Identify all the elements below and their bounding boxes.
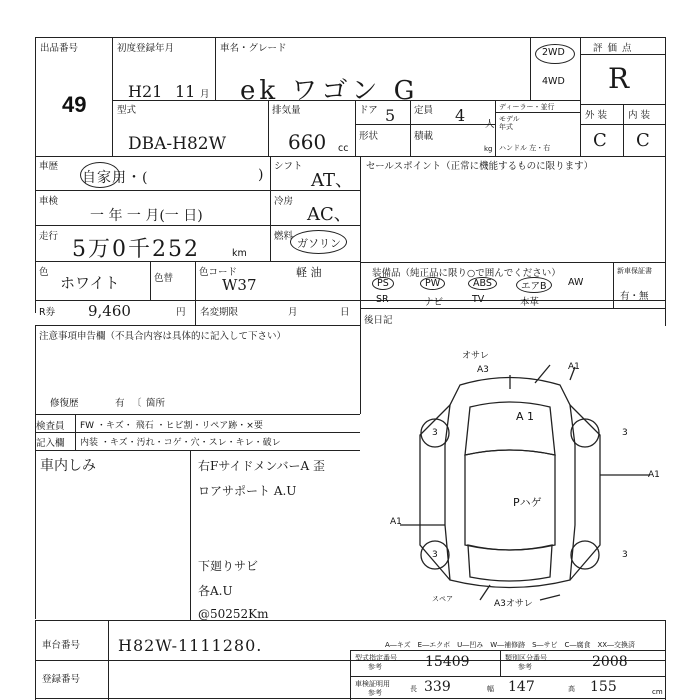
fuel-light-oil: 軽 油 — [296, 266, 322, 279]
handle-label: ハンドル 左・右 — [499, 144, 551, 152]
diagram-3-rl: 3 — [432, 550, 438, 560]
height-label: 高 — [568, 685, 575, 693]
repair-label: 修復歴 — [50, 398, 79, 409]
name-change-day: 日 — [340, 307, 350, 318]
class-num-label: 類別区分番号 — [505, 654, 547, 662]
equipment-item-top-3: エアB — [516, 277, 552, 293]
color-code-value: W37 — [222, 276, 257, 294]
remark-2: ロアサポート A.U — [198, 484, 297, 498]
mileage-value: 5万0千252 — [72, 237, 200, 262]
recycle-unit: 円 — [176, 307, 186, 318]
equipment-item-top-0: PS — [372, 277, 394, 290]
diagram-oshare-top: オサレ — [462, 351, 489, 361]
recycle-label: R券 — [39, 307, 56, 318]
ac-value: AC、 — [307, 204, 352, 225]
equipment-row-1 — [372, 277, 612, 291]
inspection-value: 一 年 一 月(一 日) — [90, 208, 203, 224]
shift-label: シフト — [274, 161, 303, 172]
equipment-item-bottom-3: 本革 — [520, 297, 540, 308]
length-label: 長 — [410, 685, 417, 693]
kg-label: kg — [484, 145, 493, 153]
equipment-row-2 — [372, 294, 612, 308]
damage-legend: A―キズ E―エクボ U―凹み W―補修跡 S―サビ C―腐食 XX―交換済 — [385, 641, 636, 649]
remark-4: 各A.U — [198, 584, 233, 598]
shift-value: AT、 — [311, 170, 354, 191]
type-cert-label: 型式指定番号 — [355, 654, 397, 662]
grade-value: R — [608, 62, 630, 95]
first-reg-month-unit: 月 — [200, 89, 210, 100]
chassis-value: H82W-1111280. — [118, 636, 263, 655]
color-code-label: 色コード — [199, 267, 238, 278]
car-damage-diagram — [360, 345, 660, 615]
equipment-label: 装備品（純正品に限り○で囲んでください） — [372, 268, 561, 279]
load-label: 積載 — [414, 131, 434, 142]
mileage-label: 走行 — [39, 231, 59, 242]
doors-value: 5 — [385, 106, 396, 125]
class-num-value: 2008 — [592, 654, 628, 670]
aftermarket-label: 後日記 — [364, 315, 393, 326]
lot-label: 出品番号 — [40, 43, 79, 54]
dims-label: 車検証明用 — [355, 680, 390, 688]
grade-label: 評価点 — [593, 43, 637, 54]
diagram-3-rr: 3 — [622, 550, 628, 560]
diagram-a3-bottom: A3オサレ — [494, 599, 533, 609]
equipment-item-top-2: ABS — [468, 277, 497, 290]
width-value: 147 — [508, 679, 535, 695]
equipment-item-top-1: PW — [420, 277, 445, 290]
diagram-spare: スペア — [432, 595, 453, 603]
remark-3: 下廻りサビ — [198, 559, 259, 573]
color-change-label: 色替 — [154, 273, 174, 284]
first-reg-month: 11 — [175, 82, 196, 101]
equipment-item-bottom-2: TV — [472, 294, 485, 305]
exterior-label: 外 装 — [585, 110, 608, 121]
registration-label: 登録番号 — [42, 674, 81, 685]
dims-unit: cm — [652, 688, 663, 696]
color-label: 色 — [39, 267, 49, 278]
dealer-label: ディーラー・並行 — [499, 103, 555, 111]
interior-label: 内 装 — [628, 110, 651, 121]
fuel-label: 燃料 — [274, 231, 294, 242]
displacement-value: 660 — [288, 130, 327, 154]
equipment-item-top-4: AW — [568, 277, 584, 288]
repair-value: 有 — [115, 398, 125, 409]
type-cert-value: 15409 — [425, 654, 470, 670]
first-reg-label: 初度登録年月 — [117, 43, 175, 54]
width-label: 幅 — [487, 685, 494, 693]
equipment-item-bottom-0: SR — [376, 294, 389, 305]
doors-label: ドア — [359, 105, 378, 116]
exterior-value: C — [593, 130, 607, 151]
diagram-a1-top: A1 — [568, 362, 580, 372]
recycle-value: 9,460 — [88, 302, 131, 320]
entry-label: 記入欄 — [36, 438, 65, 449]
diagram-3-fr: 3 — [622, 428, 628, 438]
diagram-3-fl: 3 — [432, 428, 438, 438]
new-warranty-value: 有・無 — [620, 291, 649, 302]
class-num-sub: 参考 — [518, 663, 532, 671]
type-cert-sub: 参考 — [368, 663, 382, 671]
repair-bracket-close: 箇所 — [146, 398, 166, 409]
sales-point-label: セールスポイント（正常に機能するものに限ります） — [366, 161, 594, 172]
length-value: 339 — [424, 679, 451, 695]
ac-label: 冷房 — [274, 196, 294, 207]
capacity-unit: 人 — [485, 119, 495, 130]
lot-number: 49 — [62, 92, 87, 117]
model-value: DBA-H82W — [128, 134, 227, 154]
diagram-roof-a1: A 1 — [516, 410, 535, 423]
name-change-label: 名変期限 — [200, 307, 239, 318]
remark-1: 右FサイドメンバーA 歪 — [198, 459, 326, 473]
model-year-label: 年式 — [499, 123, 513, 131]
diagram-a1-left: A1 — [390, 517, 402, 527]
mileage-unit: km — [232, 248, 247, 259]
history-close: ) — [258, 167, 264, 183]
car-name-label: 車名・グレード — [220, 43, 287, 54]
model-top: モデル — [499, 115, 520, 123]
new-warranty-label: 新車保証書 — [617, 267, 652, 275]
diagram-roof-note: Pハゲ — [513, 496, 542, 509]
height-value: 155 — [590, 679, 617, 695]
inspector-row1: FW ・キズ・ 飛石 ・ヒビ割・リペア跡・×要 — [80, 421, 263, 431]
first-reg-era: H21 — [128, 82, 163, 101]
history-value: 自家用・( — [82, 170, 149, 186]
diagram-a3-top: A3 — [477, 365, 489, 375]
inspection-label: 車検 — [39, 196, 59, 207]
notes-label: 注意事項申告欄（不具合内容は具体的に記入して下さい） — [39, 331, 287, 342]
model-label: 型式 — [117, 105, 137, 116]
repair-bracket-open: 〔 — [132, 398, 142, 409]
history-label: 車歴 — [39, 161, 59, 172]
chassis-label: 車台番号 — [42, 640, 81, 651]
displacement-unit: cc — [338, 143, 349, 154]
displacement-label: 排気量 — [272, 105, 301, 116]
drive-4wd: 4WD — [542, 76, 565, 87]
inspector-label: 検査員 — [36, 421, 65, 432]
car-name-value: ek ワゴン G — [240, 76, 419, 106]
drive-2wd: 2WD — [542, 47, 565, 58]
dims-sub: 参考 — [368, 689, 382, 697]
remarks-left: 車内しみ — [40, 458, 96, 474]
equipment-item-bottom-1: ナビ — [424, 297, 444, 308]
diagram-a1-right: A1 — [648, 470, 660, 480]
name-change-month: 月 — [288, 307, 298, 318]
interior-value: C — [636, 130, 650, 151]
capacity-value: 4 — [455, 106, 466, 125]
fuel-gasoline: ガソリン — [297, 237, 341, 250]
remark-5: @50252Km — [198, 607, 269, 621]
inspector-row2: 内装 ・キズ・汚れ・コゲ・穴・スレ・キレ・破レ — [80, 438, 281, 448]
color-value: ホワイト — [60, 274, 120, 292]
capacity-label: 定員 — [414, 105, 434, 116]
shape-label: 形状 — [359, 131, 379, 142]
